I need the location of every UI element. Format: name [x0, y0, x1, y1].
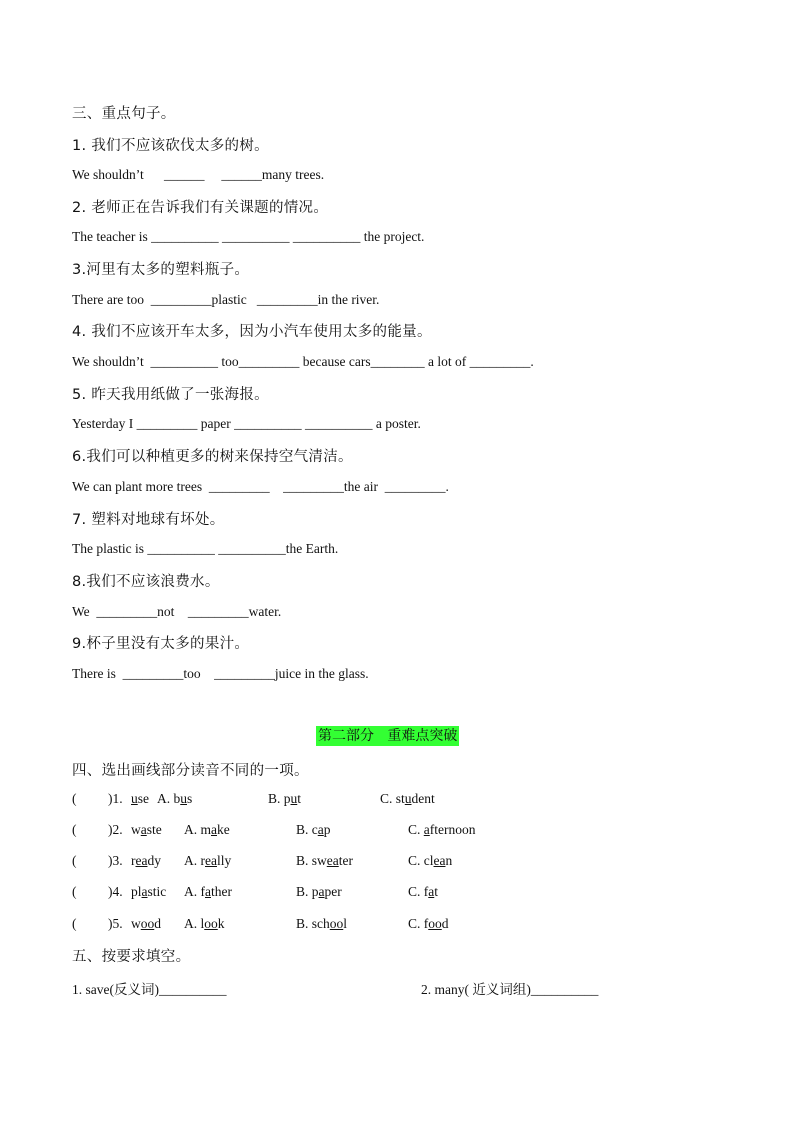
sentence-4-chinese: 4. 我们不应该开车太多，因为小汽车使用太多的能量。 — [72, 324, 432, 340]
sentence-3-english: There are too _________plastic _________in the river. — [72, 292, 380, 307]
answer-paren: ( — [72, 791, 77, 806]
option-c: C. fat — [408, 884, 439, 899]
sentence-7-chinese: 7. 塑料对地球有坏处。 — [72, 512, 225, 528]
question-number: )1. — [108, 791, 123, 806]
option-b: B. cap — [296, 822, 331, 837]
answer-paren: ( — [72, 853, 77, 868]
option-a: A. look — [184, 916, 225, 931]
sentence-9-english: There is _________too _________juice in the glass. — [72, 666, 369, 681]
sentence-9-chinese: 9.杯子里没有太多的果汁。 — [72, 636, 250, 652]
sentence-8-english: We _________not _________water. — [72, 604, 282, 619]
sentence-1-chinese: 1. 我们不应该砍伐太多的树。 — [72, 138, 269, 154]
key-word: use — [131, 791, 149, 806]
sentence-6-english: We can plant more trees _________ _________the air _________. — [72, 479, 449, 494]
question-number: )2. — [108, 822, 123, 837]
sentence-3-chinese: 3.河里有太多的塑料瓶子。 — [72, 262, 250, 278]
section-5-title: 五、按要求填空。 — [72, 949, 191, 965]
section-3-title: 三、重点句子。 — [72, 106, 176, 122]
option-b: B. put — [268, 791, 302, 806]
option-a: A. make — [184, 822, 230, 837]
option-c: C. afternoon — [408, 822, 476, 837]
option-b: B. school — [296, 916, 348, 931]
sentence-2-chinese: 2. 老师正在告诉我们有关课题的情况。 — [72, 200, 329, 216]
fill-question-1: 1. save(反义词)__________ — [72, 982, 227, 997]
sentence-1-english: We shouldn’t ______ ______many trees. — [72, 167, 325, 182]
part-2-heading: 第二部分 重难点突破 — [318, 728, 458, 744]
option-c: C. food — [408, 916, 449, 931]
fill-question-2: 2. many( 近义词组)__________ — [421, 982, 599, 997]
answer-paren: ( — [72, 822, 77, 837]
sentence-5-english: Yesterday I _________ paper __________ __________ a poster. — [72, 416, 421, 431]
option-c: C. student — [380, 791, 435, 806]
option-c: C. clean — [408, 853, 453, 868]
sentence-6-chinese: 6.我们可以种植更多的树来保持空气清洁。 — [72, 449, 353, 465]
sentence-2-english: The teacher is __________ __________ __________ the project. — [72, 229, 425, 244]
sentence-5-chinese: 5. 昨天我用纸做了一张海报。 — [72, 387, 269, 403]
question-number: )3. — [108, 853, 123, 868]
key-word: wood — [131, 916, 161, 931]
option-b: B. sweater — [296, 853, 353, 868]
section-4-title: 四、选出画线部分读音不同的一项。 — [72, 763, 309, 779]
answer-paren: ( — [72, 884, 77, 899]
option-b: B. paper — [296, 884, 342, 899]
question-number: )5. — [108, 916, 123, 931]
key-word: waste — [131, 822, 162, 837]
sentence-4-english: We shouldn’t __________ too_________ because cars________ a lot of _________. — [72, 354, 534, 369]
option-a: A. really — [184, 853, 232, 868]
option-a: A. father — [184, 884, 232, 899]
key-word: plastic — [131, 884, 167, 899]
key-word: ready — [131, 853, 161, 868]
sentence-7-english: The plastic is __________ __________the Earth. — [72, 541, 339, 556]
answer-paren: ( — [72, 916, 77, 931]
option-a: A. bus — [157, 791, 193, 806]
sentence-8-chinese: 8.我们不应该浪费水。 — [72, 574, 220, 590]
question-number: )4. — [108, 884, 123, 899]
